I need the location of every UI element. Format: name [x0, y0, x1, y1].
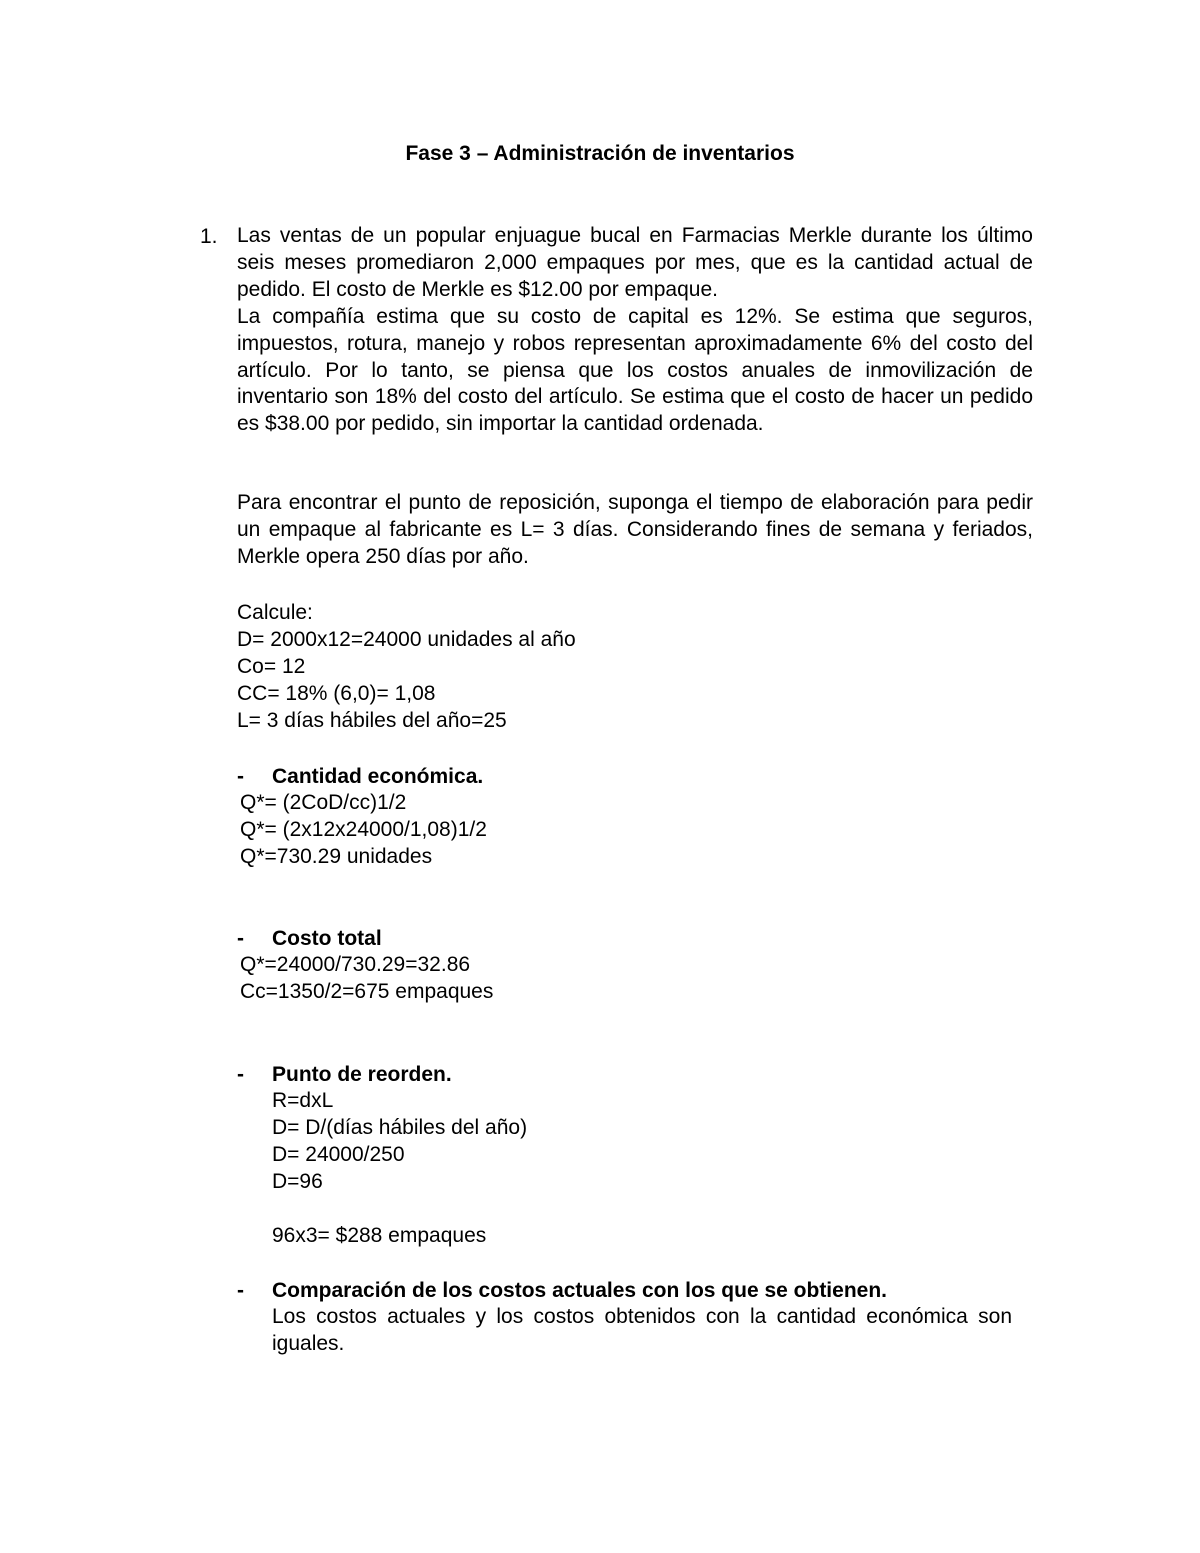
bullet-dash: - [237, 927, 244, 950]
section-heading-comparacion: Comparación de los costos actuales con los que se obtienen. [272, 1279, 887, 1302]
formula-line: D=96 [272, 1169, 323, 1193]
formula-line: Q*=24000/730.29=32.86 [240, 953, 471, 976]
section-heading-cantidad-economica: Cantidad económica. [272, 765, 484, 788]
section-cantidad-economica-body [240, 790, 487, 871]
section-punto-de-reorden-body [272, 1088, 527, 1250]
problem-statement [237, 223, 1033, 438]
problem-paragraph-3: Para encontrar el punto de reposición, suponga el tiempo de elaboración para pedir un empaque al fabricante es L= 3 días. Considerando fines de semana y feriados, Merkle opera 250 días por año. [237, 491, 1033, 568]
section-heading-punto-de-reorden: Punto de reorden. [272, 1063, 452, 1086]
calc-line: L= 3 días hábiles del año=25 [237, 708, 507, 732]
problem-paragraph-2: La compañía estima que su costo de capital es 12%. Se estima que seguros, impuestos, rotura, manejo y robos representan aproximadamente 6% del costo del artículo. Por lo tanto, se piensa que los costos anuales de inmovilización de inventario son 18% del costo del artículo. Se estima que el costo de hacer un pedido es $38.00 por pedido, sin importar la cantidad ordenada. [237, 304, 1033, 436]
comparison-text: Los costos actuales y los costos obtenidos con la cantidad económica son iguales. [272, 1305, 1012, 1355]
formula-line: D= 24000/250 [272, 1142, 405, 1166]
bullet-dash: - [237, 1063, 244, 1086]
document-title: Fase 3 – Administración de inventarios [405, 142, 795, 165]
formula-line: D= D/(días hábiles del año) [272, 1115, 528, 1139]
calc-block [237, 600, 1033, 735]
section-comparacion-body [272, 1304, 1012, 1358]
calc-line: CC= 18% (6,0)= 1,08 [237, 681, 436, 705]
section-costo-total-body [240, 952, 493, 1006]
list-item-number: 1. [200, 225, 218, 248]
problem-paragraph-3-wrapper [237, 490, 1033, 571]
formula-line: Q*= (2x12x24000/1,08)1/2 [240, 817, 487, 841]
formula-line: Cc=1350/2=675 empaques [240, 979, 494, 1003]
bullet-dash: - [237, 1279, 244, 1302]
reorder-result: 96x3= $288 empaques [272, 1223, 487, 1247]
formula-line: Q*= (2CoD/cc)1/2 [240, 791, 407, 814]
bullet-dash: - [237, 765, 244, 788]
formula-line: Q*=730.29 unidades [240, 844, 433, 868]
calc-line: D= 2000x12=24000 unidades al año [237, 627, 576, 651]
problem-paragraph-1: Las ventas de un popular enjuague bucal en Farmacias Merkle durante los último seis meses promediaron 2,000 empaques por mes, que es la cantidad actual de pedido. El costo de Merkle es $12.00 por empaque. [237, 224, 1033, 301]
calc-label: Calcule: [237, 601, 313, 624]
formula-line: R=dxL [272, 1089, 334, 1112]
calc-line: Co= 12 [237, 654, 306, 678]
section-heading-costo-total: Costo total [272, 927, 382, 950]
